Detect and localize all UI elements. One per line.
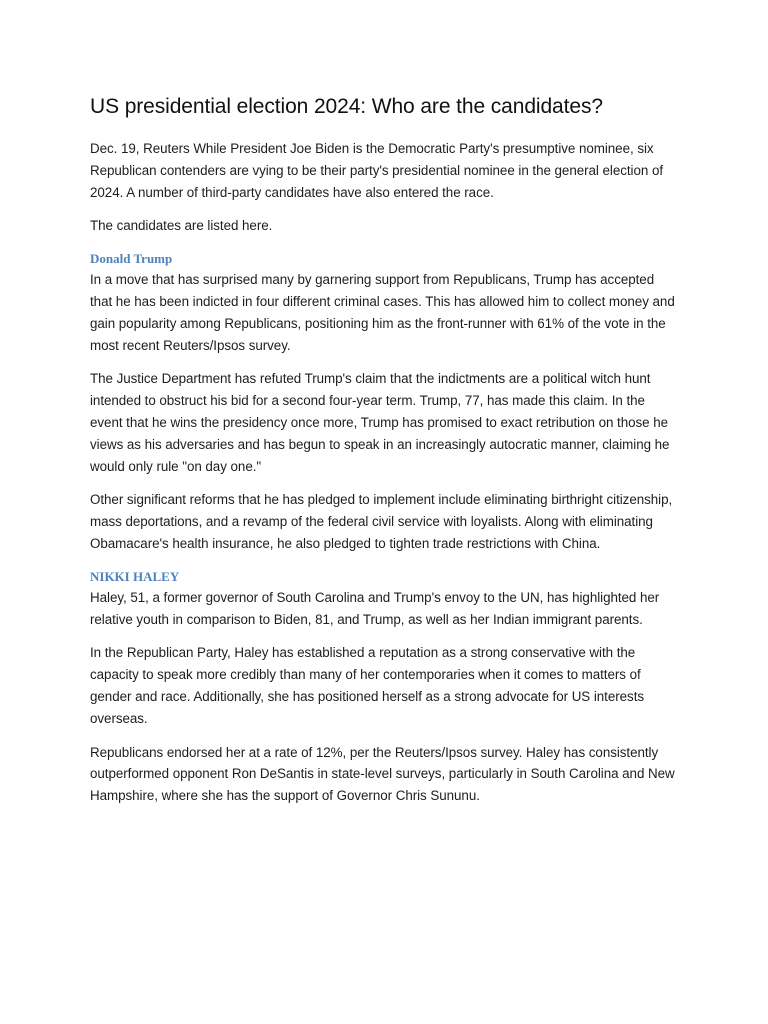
section-paragraph: Other significant reforms that he has pledged to implement include eliminating birthright citizenship, mass deportations, and a revamp of the federal civil service with loyalists. Along with eliminating Obamacare's health insurance, he also pledged to tighten trade restrictions with China. (90, 492, 673, 551)
intro-paragraph: The candidates are listed here. (90, 218, 273, 234)
section-paragraph: Haley, 51, a former governor of South Carolina and Trump's envoy to the UN, has highlighted her relative youth in comparison to Biden, 81, and Trump, as well as her Indian immigrant parents. (90, 589, 660, 627)
section-paragraph: Republicans endorsed her at a rate of 12%, per the Reuters/Ipsos survey. Haley has consistently outperformed opponent Ron DeSantis in state-level surveys, particularly in South Carolina and New Hampshire, where she has the support of Governor Chris Sununu. (90, 744, 675, 804)
section-paragraph: In the Republican Party, Haley has established a reputation as a strong conservative with the capacity to speak more credibly than many of her contemporaries when it comes to matters of gender and race. Additionally, she has positioned herself as a strong advocate for US interests overseas. (90, 645, 645, 726)
intro-paragraph: Dec. 19, Reuters While President Joe Biden is the Democratic Party's presumptive nominee, six Republican contenders are vying to be their party's presidential nominee in the general election of 2024. A number of third-party candidates have also entered the race. (90, 141, 664, 200)
document-title: US presidential election 2024: Who are the candidates? (90, 95, 603, 118)
section-heading-nikki-haley: NIKKI HALEY (90, 568, 180, 584)
section-heading-donald-trump: Donald Trump (90, 251, 173, 267)
section-paragraph: The Justice Department has refuted Trump's claim that the indictments are a political witch hunt intended to obstruct his bid for a second four-year term. Trump, 77, has made this claim. In the event that he wins the presidency once more, Trump has promised to exact retribution on those he views as his adversaries and has begun to speak in an increasingly autocratic manner, claiming he would only rule "on day one." (90, 371, 670, 474)
section-paragraph: In a move that has surprised many by garnering support from Republicans, Trump has accepted that he has been indicted in four different criminal cases. This has allowed him to collect money and gain popularity among Republicans, positioning him as the front-runner with 61% of the vote in the most recent Reuters/Ipsos survey. (90, 272, 675, 353)
